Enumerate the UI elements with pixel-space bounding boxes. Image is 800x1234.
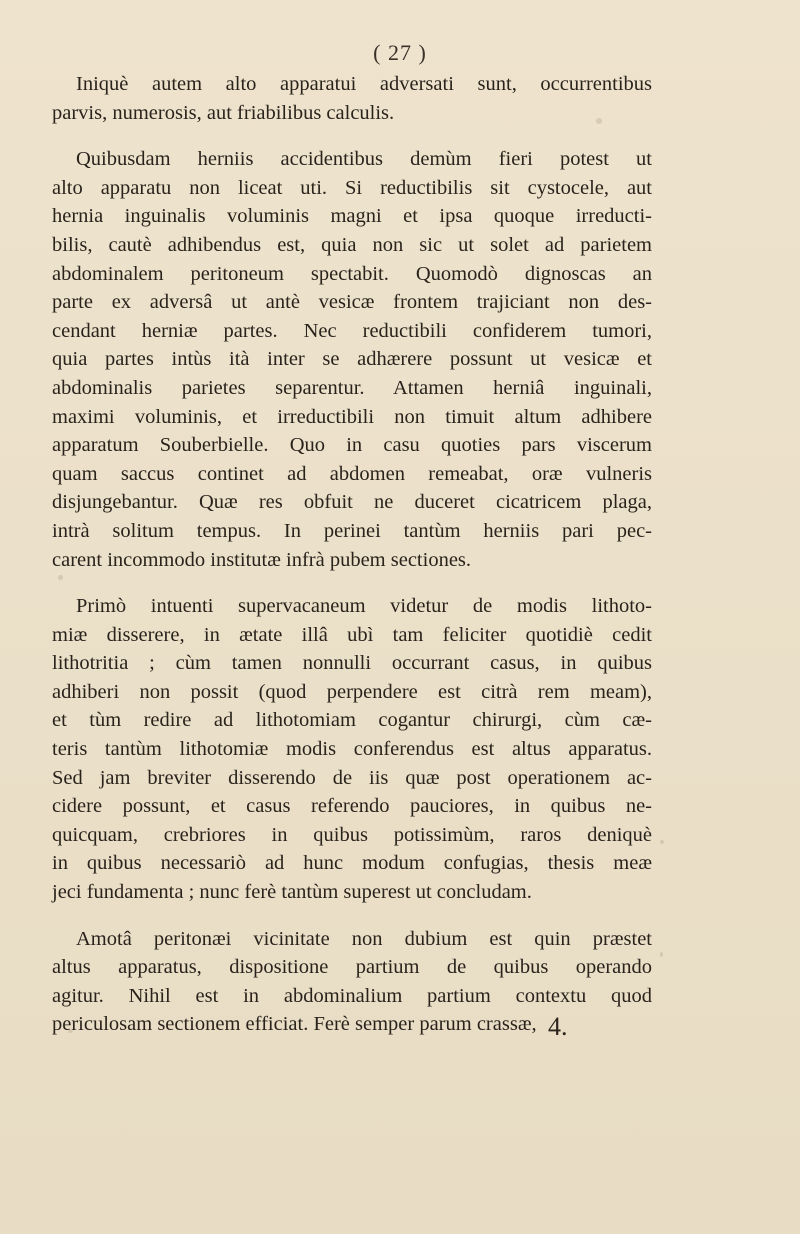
text-line: teris tantùm lithotomiæ modis conferendus est altus apparatus. xyxy=(52,738,652,761)
paragraph xyxy=(52,592,652,907)
text-line: hernia inguinalis voluminis magni et ipsa quoque irreducti- xyxy=(52,205,652,228)
text-line: adhiberi non possit (quod perpendere est citrà rem meam), xyxy=(52,680,652,703)
text-line: parvis, numerosis, aut friabilibus calculis. xyxy=(52,101,395,124)
text-line: in quibus necessariò ad hunc modum confugias, thesis meæ xyxy=(52,852,652,875)
page-number: ( 27 ) xyxy=(373,40,427,65)
text-line: abdominalis parietes separentur. Attamen herniâ inguinali, xyxy=(52,376,652,399)
text-line: Amotâ peritonæi vicinitate non dubium est quin præstet xyxy=(76,927,652,950)
text-line: intrà solitum tempus. In perinei tantùm herniis pari pec- xyxy=(52,519,652,542)
paper-speck xyxy=(660,952,663,957)
text-line: alto apparatu non liceat uti. Si reductibilis sit cystocele, aut xyxy=(52,176,652,199)
text-line: et tùm redire ad lithotomiam cogantur chirurgi, cùm cæ- xyxy=(52,709,652,732)
paragraph xyxy=(52,70,652,127)
text-line: Sed jam breviter disserendo de iis quæ post operationem ac- xyxy=(52,766,652,789)
text-line: miæ disserere, in ætate illâ ubì tam feliciter quotidiè cedit xyxy=(52,623,652,646)
text-line: jeci fundamenta ; nunc ferè tantùm superest ut concludam. xyxy=(52,881,532,904)
text-line: Quibusdam herniis accidentibus demùm fieri potest ut xyxy=(76,148,652,171)
paper-speck xyxy=(68,1030,73,1033)
paper-speck xyxy=(660,840,664,844)
text-line: parte ex adversâ ut antè vesicæ frontem trajiciant non des- xyxy=(52,291,652,314)
text-line: quicquam, crebriores in quibus potissimùm, raros deniquè xyxy=(52,823,652,846)
text-line: agitur. Nihil est in abdominalium partium contextu quod xyxy=(52,984,652,1007)
text-line: cendant herniæ partes. Nec reductibili confiderem tumori, xyxy=(52,319,652,342)
text-line: abdominalem peritoneum spectabit. Quomodò dignoscas an xyxy=(52,262,652,285)
text-line: Primò intuenti supervacaneum videtur de modis lithoto- xyxy=(76,595,652,618)
text-line: cidere possunt, et casus referendo pauciores, in quibus ne- xyxy=(52,795,652,818)
paper-speck xyxy=(58,575,63,580)
text-line: Iniquè autem alto apparatui adversati sunt, occurrentibus xyxy=(76,73,652,95)
body-text xyxy=(52,70,652,1057)
text-line: disjungebantur. Quæ res obfuit ne duceret cicatricem plaga, xyxy=(52,491,652,514)
text-line: periculosam sectionem efficiat. Ferè semper parum crassæ, xyxy=(52,1013,537,1036)
text-line: altus apparatus, dispositione partium de quibus operando xyxy=(52,956,652,979)
paper-speck xyxy=(596,118,602,124)
catchword: 4. xyxy=(548,1012,568,1041)
paragraph xyxy=(52,145,652,574)
text-line: apparatum Souberbielle. Quo in casu quoties pars viscerum xyxy=(52,434,652,457)
text-line: carent incommodo institutæ infrà pubem sectiones. xyxy=(52,548,472,571)
text-line: bilis, cautè adhibendus est, quia non sic ut solet ad parietem xyxy=(52,233,652,256)
text-line: quia partes intùs ità inter se adhærere possunt ut vesicæ et xyxy=(52,348,652,371)
text-line: quam saccus continet ad abdomen remeabat, oræ vulneris xyxy=(52,462,652,485)
text-line: lithotritia ; cùm tamen nonnulli occurrant casus, in quibus xyxy=(52,652,652,675)
text-line: maximi voluminis, et irreductibili non timuit altum adhibere xyxy=(52,405,652,428)
